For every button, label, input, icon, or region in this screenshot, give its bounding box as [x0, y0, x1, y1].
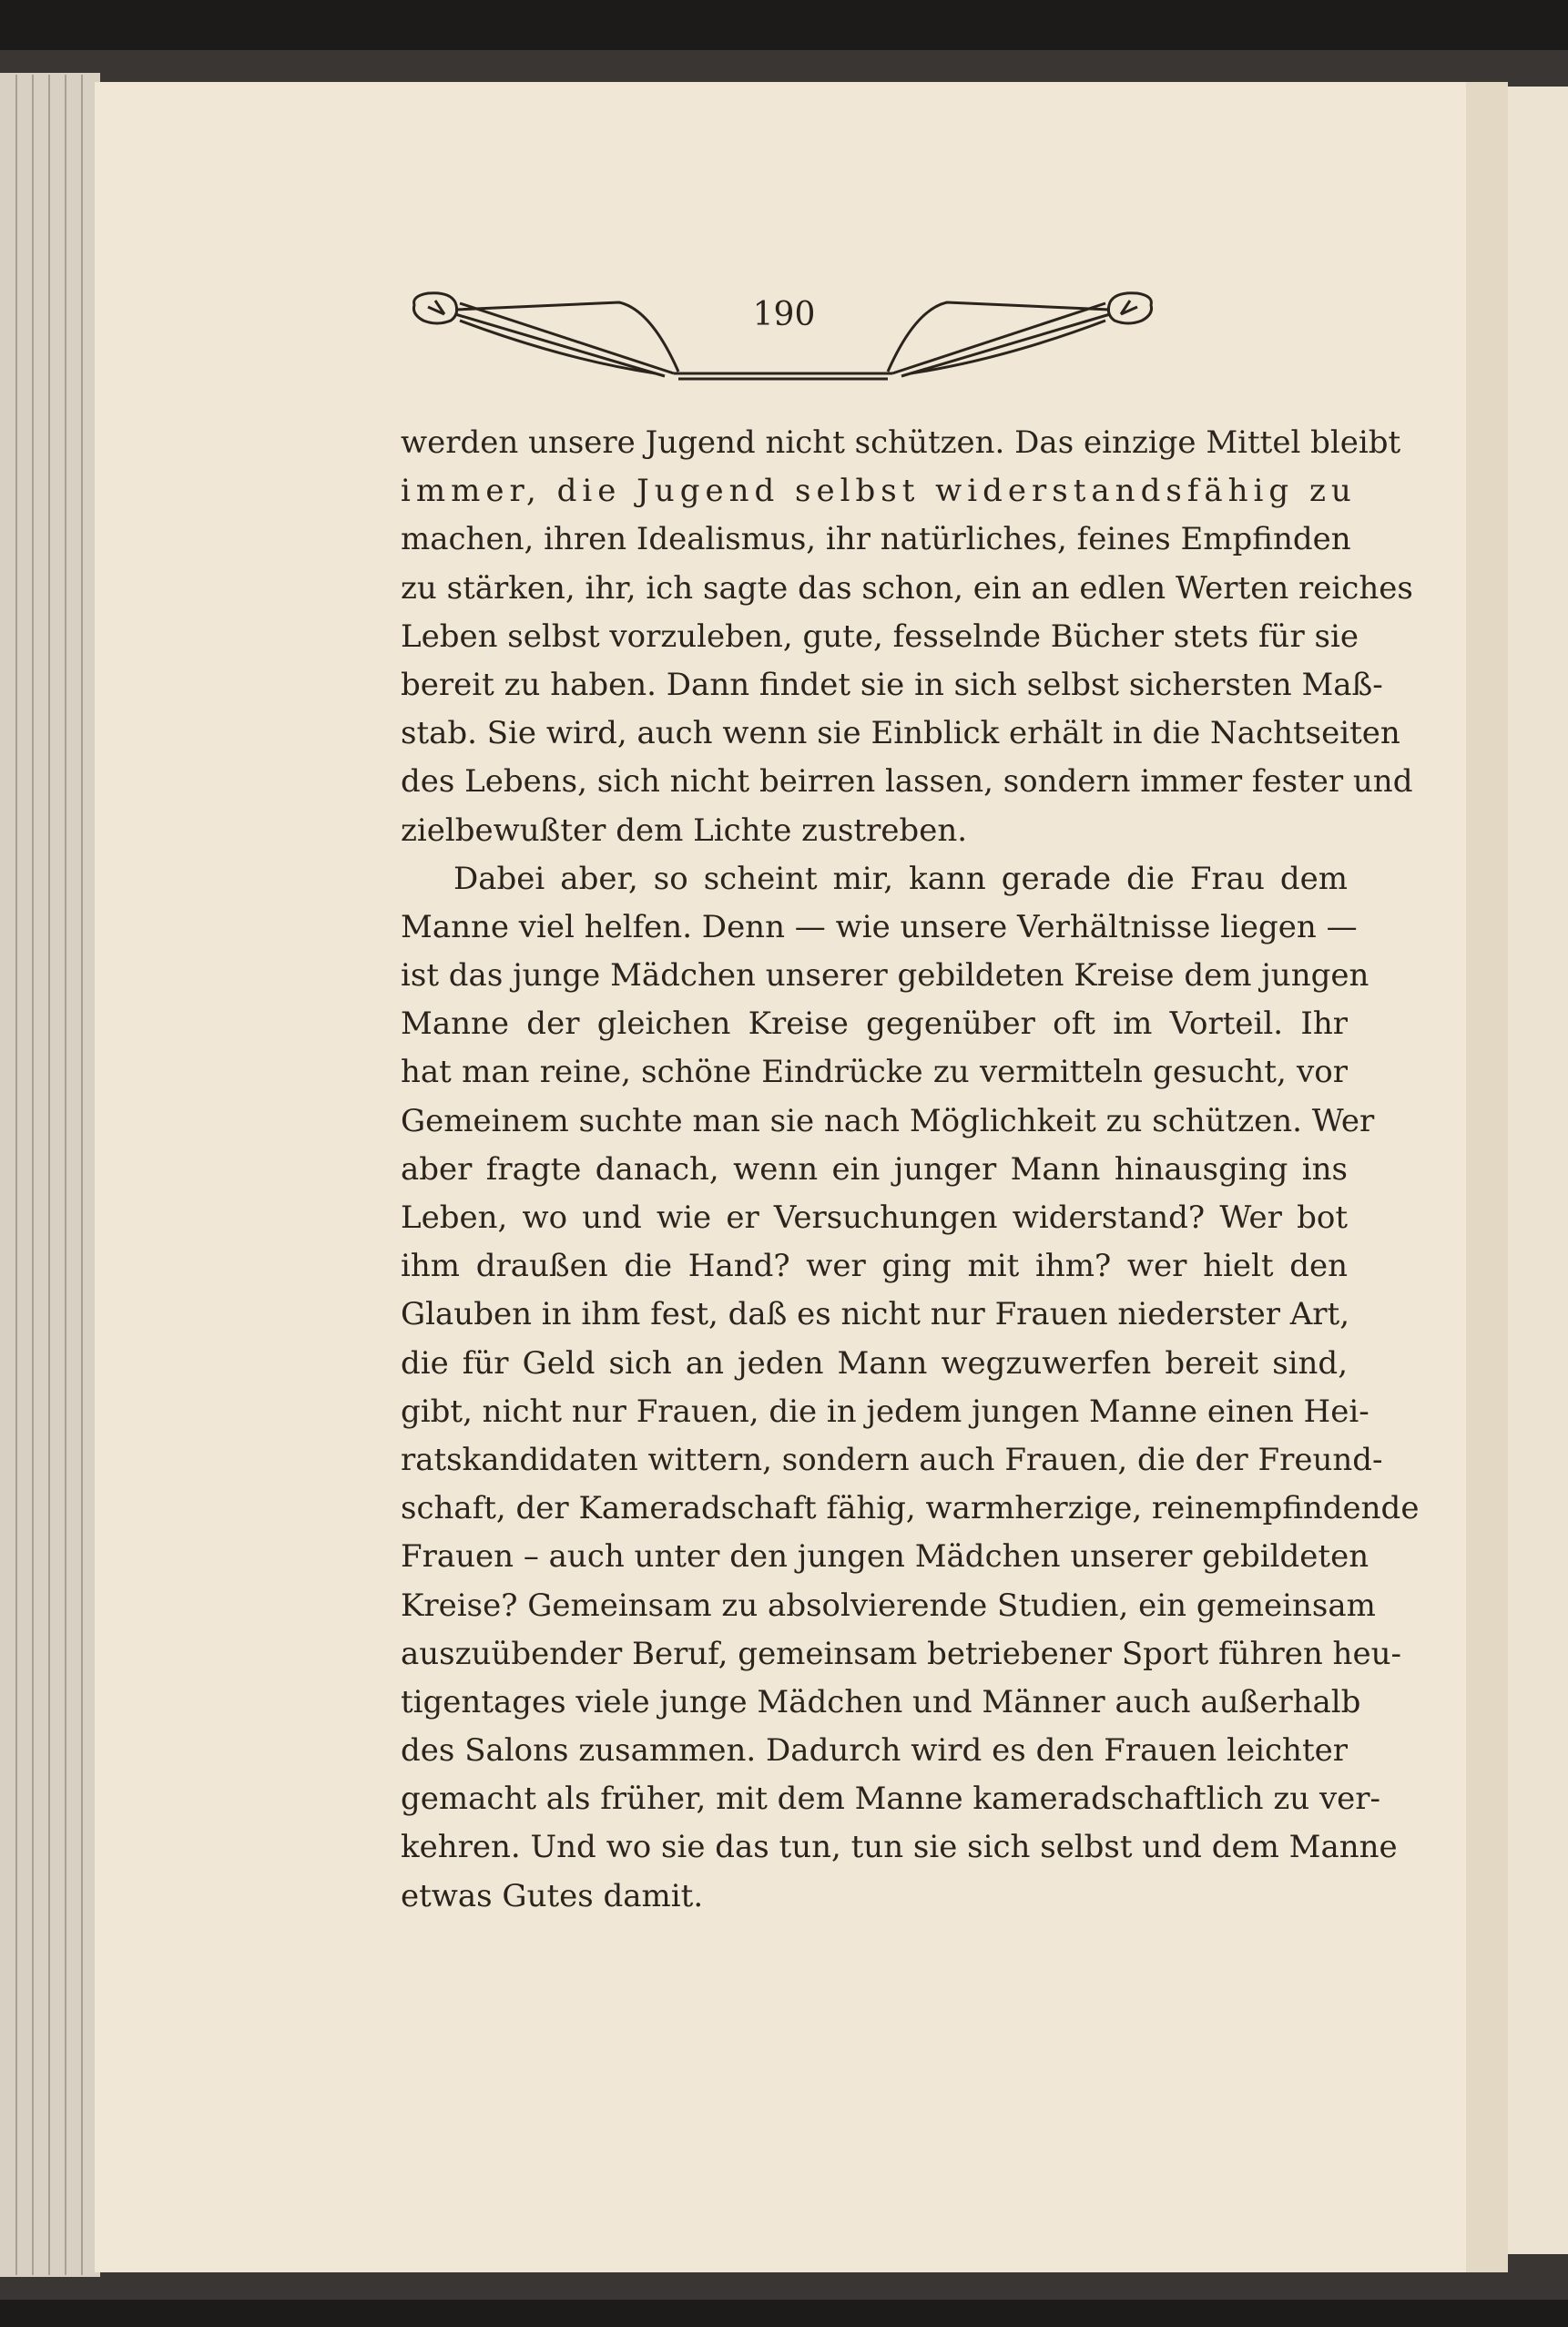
text-line: auszuübender Beruf, gemeinsam betriebener Sport führen heu- [401, 1635, 1401, 1672]
text-line: Glauben in ihm fest, daß es nicht nur Frauen niederster Art, [401, 1296, 1350, 1333]
text-line: etwas Gutes damit. [401, 1877, 704, 1914]
text-line: schaft, der Kameradschaft fähig, warmherzige, reinempfindende [401, 1490, 1420, 1527]
text-line: aber fragte danach, wenn ein junger Mann hinausging ins [401, 1150, 1348, 1188]
text-line: Gemeinem suchte man sie nach Möglichkeit zu schützen. Wer [401, 1102, 1375, 1139]
text-line: machen, ihren Idealismus, ihr natürliches, feines Empfinden [401, 521, 1351, 558]
text-line: bereit zu haben. Dann findet sie in sich selbst sichersten Maß- [401, 666, 1383, 703]
text-line: hat man reine, schöne Eindrücke zu vermitteln gesucht, vor [401, 1054, 1348, 1091]
text-line: ist das junge Mädchen unserer gebildeten Kreise dem jungen [401, 957, 1369, 995]
text-line: immer, die Jugend selbst widerstandsfähig zu [401, 473, 1357, 510]
text-line: ratskandidaten wittern, sondern auch Frauen, die der Freund- [401, 1441, 1383, 1478]
text-line: Leben, wo und wie er Versuchungen widerstand? Wer bot [401, 1199, 1348, 1236]
text-line: gibt, nicht nur Frauen, die in jedem jungen Manne einen Hei- [401, 1393, 1369, 1430]
text-line: stab. Sie wird, auch wenn sie Einblick erhält in die Nachtseiten [401, 715, 1400, 752]
text-line: gemacht als früher, mit dem Manne kameradschaftlich zu ver- [401, 1781, 1381, 1818]
text-line: werden unsere Jugend nicht schützen. Das einzige Mittel bleibt [401, 424, 1401, 461]
text-line: kehren. Und wo sie das tun, tun sie sich selbst und dem Manne [401, 1829, 1398, 1866]
text-line: zielbewußter dem Lichte zustreben. [401, 811, 968, 849]
text-line: zu stärken, ihr, ich sagte das schon, ein an edlen Werten reiches [401, 569, 1413, 607]
text-line: ihm draußen die Hand? wer ging mit ihm? wer hielt den [401, 1248, 1348, 1285]
text-line: die für Geld sich an jeden Mann wegzuwerfen bereit sind, [401, 1344, 1348, 1382]
page-number: 190 [752, 296, 816, 333]
body-text [401, 419, 1420, 1921]
text-line: Kreise? Gemeinsam zu absolvierende Studien, ein gemeinsam [401, 1587, 1376, 1624]
text-line: Manne der gleichen Kreise gegenüber oft im Vorteil. Ihr [401, 1005, 1348, 1043]
text-line: Leben selbst vorzuleben, gute, fesselnde Bücher stets für sie [401, 617, 1359, 655]
text-line: des Salons zusammen. Dadurch wird es den Frauen leichter [401, 1732, 1348, 1770]
text-line: Frauen – auch unter den jungen Mädchen unserer gebildeten [401, 1538, 1369, 1576]
text-line: Manne viel helfen. Denn — wie unsere Verhältnisse liegen — [401, 908, 1358, 945]
text-line: des Lebens, sich nicht beirren lassen, sondern immer fester und [401, 763, 1413, 801]
right-page-sliver [1508, 87, 1568, 2254]
text-line: tigentages viele junge Mädchen und Männer auch außerhalb [401, 1683, 1361, 1720]
gutter-shadow [1466, 82, 1508, 2272]
text-line: Dabei aber, so scheint mir, kann gerade die Frau dem [453, 860, 1348, 897]
